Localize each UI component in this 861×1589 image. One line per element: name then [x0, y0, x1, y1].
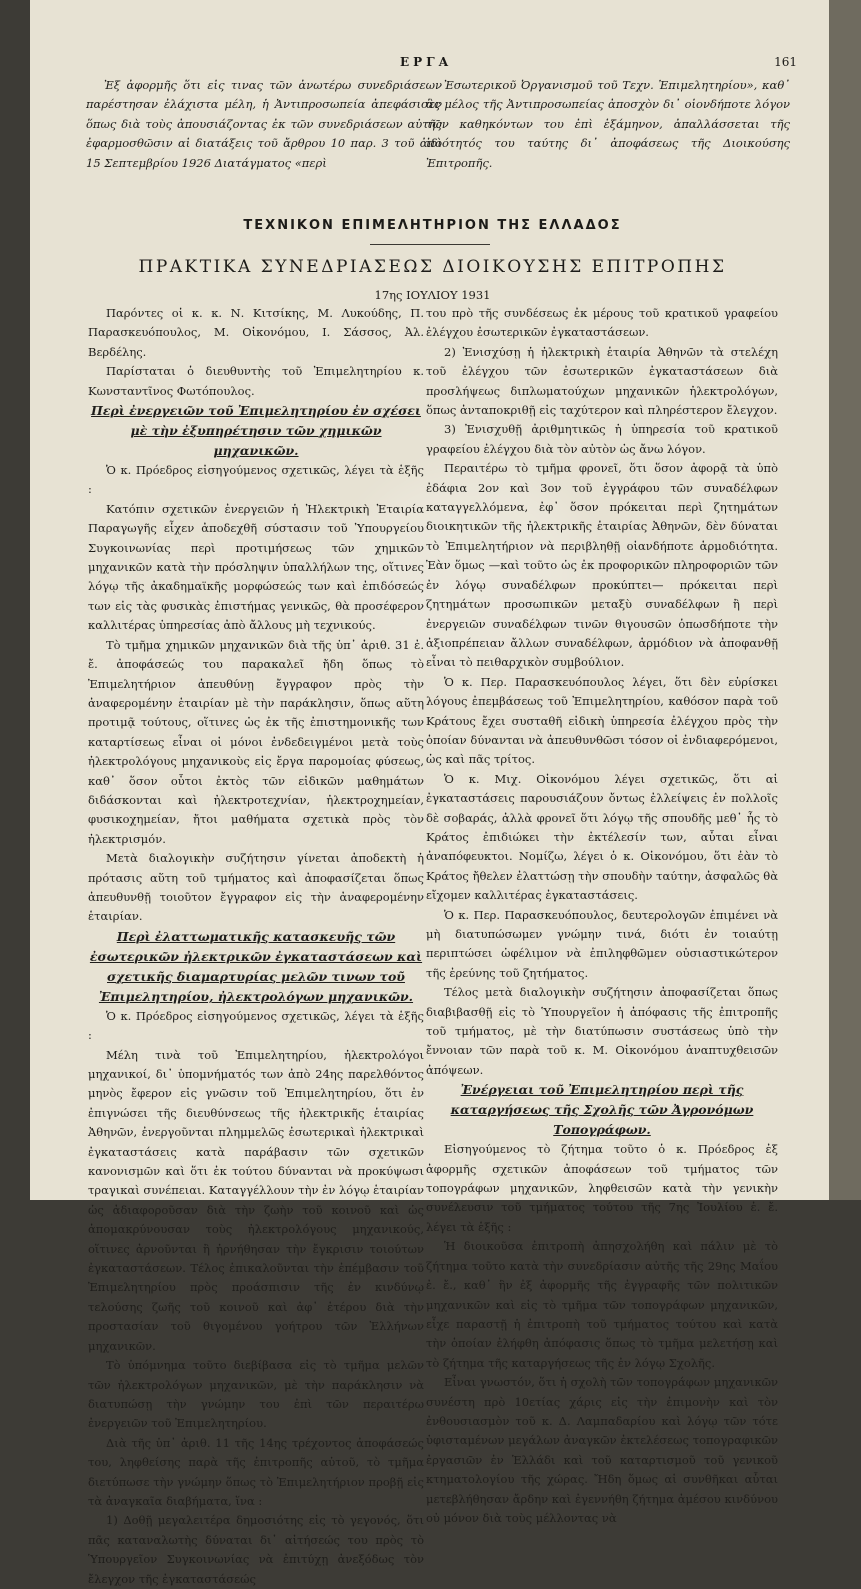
subheading-surveyors-school: Ἐνέργειαι τοῦ Ἐπιμελητηρίου περὶ τῆς καταργήσεως τῆς Σχολῆς τῶν Ἀγρονόμων Τοπογράφων. [450, 1082, 754, 1138]
minutes-title: ΠΡΑΚΤΙΚΑ ΣΥΝΕΔΡΙΑΣΕΩΣ ΔΙΟΙΚΟΥΣΗΣ ΕΠΙΤΡΟΠΗΣ [138, 257, 727, 277]
meeting-date: 17ης ΙΟΥΛΙΟΥ 1931 [374, 288, 491, 302]
journal-page [30, 0, 835, 1586]
page-number: 161 [774, 55, 797, 69]
top-right-paragraph: Ἐσωτερικοῦ Ὀργανισμοῦ τοῦ Τεχν. Ἐπιμελητηρίου», καθ᾽ ἃς μέλος τῆς Ἀντιπροσωπείας ἀποσχὸν δι᾽ οἱονδήποτε λόγον τῶν καθηκόντων του ἐπὶ ἑξάμηνον, ἀπαλλάσσεται τῆς ἰδιότητός του ταύτης δι᾽ ἀποφάσεως τῆς Διοικούσης Ἐπιτροπῆς. [426, 78, 790, 170]
title-rule [370, 244, 490, 245]
top-left-paragraph: Ἐξ ἀφορμῆς ὅτι εἰς τινας τῶν ἀνωτέρω συνεδριάσεων παρέστησαν ἐλάχιστα μέλη, ἡ Ἀντιπροσωπεία ἀπεφάσισεν ὅπως διὰ τοὺς ἀπουσιάζοντας ἐκ τῶν συνεδριάσεων αὐτῆς ἐφαρμοσθῶσιν αἱ διατάξεις τοῦ ἄρθρου 10 παρ. 3 τοῦ ἀπὸ 15 Σεπτεμβρίου 1926 Διατάγματος «περὶ [86, 78, 442, 170]
subheading-electrical-installations: Περὶ ἐλαττωματικῆς κατασκευῆς τῶν ἐσωτερικῶν ἠλεκτρικῶν ἐγκαταστάσεων καὶ σχετικῆς διαμαρτυρίας μελῶν τινων τοῦ Ἐπιμελητηρίου, ἠλεκτρολόγων μηχανικῶν. [89, 928, 423, 1004]
binding-edge [829, 0, 861, 1200]
page-header [30, 49, 835, 75]
subheading-chemical-engineers: Περὶ ἐνεργειῶν τοῦ Ἐπιμελητηρίου ἐν σχέσει μὲ τὴν ἐξυπηρέτησιν τῶν χημικῶν μηχανικῶν. [91, 403, 421, 459]
left-column: Παρόντες οἱ κ. κ. Ν. Κιτσίκης, Μ. Λυκούδης, Π. Παρασκευόπουλος, Μ. Οἰκονόμου, Ι. Σάσσος, Ἀλ. Βερδέλης. Παρίσταται ὁ διευθυντὴς τοῦ Ἐπιμελητηρίου κ. Κωνσταντῖνος Φωτόπουλος. Περὶ ἐνεργειῶν τοῦ Ἐπιμελητηρίου ἐν σχέσει μὲ τὴν ἐξυπηρέτησιν τῶν χημικῶν μηχανικῶν. Ὁ κ. Πρόεδρος εἰσηγούμενος σχετικῶς, λέγει τὰ ἑξῆς : Κατόπιν σχετικῶν ἐνεργειῶν ἡ Ἠλεκτρικὴ Ἑταιρία Παραγωγῆς εἶχεν ἀποδεχθῆ σύστασιν τοῦ Ὑπουργείου Συγκοινωνίας περὶ προτιμήσεως τῶν χημικῶν μηχανικῶν κατὰ τὴν πρόσληψιν ὑπαλλήλων της, οἵτινες λόγῳ τῆς ἀκαδημαϊκῆς μορφώσεώς των καὶ ἐπιδόσεώς των εἰς τὰς φυσικὰς ἐπιστήμας γενικῶς, θὰ προσέφερον καλλιτέρας ὑπηρεσίας ἀπὸ ἄλλους μὴ τεχνικούς. Τὸ τμῆμα χημικῶν μηχανικῶν διὰ τῆς ὑπ᾽ ἀριθ. 31 ἐ. ἔ. ἀποφάσεώς του παρακαλεῖ ἤδη ὅπως τὸ Ἐπιμελητήριον ἀπευθύνῃ ἔγγραφον πρὸς τὴν ἀναφερομένην ἑταιρίαν μὲ τὴν παράκλησιν, ὅπως αὕτη προτιμᾷ τούτους, οἵτινες ὡς ἐκ τῆς ἐπιστημονικῆς των καταρτίσεως εἶναι οἱ μόνοι ἐνδεδειγμένοι μετὰ τοὺς ἠλεκτρολόγους μηχανικοὺς εἰς ἔργα παρομοίας φύσεως, καθ᾽ ὅσον οὗτοι ἐκτὸς τῶν εἰδικῶν μαθημάτων διδάσκονται καὶ ἠλεκτροτεχνίαν, ἠλεκτροχημείαν, φυσικοχημείαν, ἤτοι μαθήματα σχετικὰ πρὸς τὸν ἠλεκτρισμόν. Μετὰ διαλογικὴν συζήτησιν γίνεται ἀποδεκτὴ ἡ πρότασις αὕτη τοῦ τμήματος καὶ ἀποφασίζεται ὅπως ἀπευθυνθῇ τοιοῦτον ἔγγραφον εἰς τὴν ἀναφερομένην ἑταιρίαν. Περὶ ἐλαττωματικῆς κατασκευῆς τῶν ἐσωτερικῶν ἠλεκτρικῶν ἐγκαταστάσεων καὶ σχετικῆς διαμαρτυρίας μελῶν τινων τοῦ Ἐπιμελητηρίου, ἠλεκτρολόγων μηχανικῶν. Ὁ κ. Πρόεδρος εἰσηγούμενος σχετικῶς, λέγει τὰ ἑξῆς : Μέλη τινὰ τοῦ Ἐπιμελητηρίου, ἠλεκτρολόγοι μηχανικοί, δι᾽ ὑπομνήματός των ἀπὸ 24ης παρελθόντος μηνὸς ἔφερον εἰς γνῶσιν τοῦ Ἐπιμελητηρίου, ὅτι ἐν ἐπιγνώσει τῆς διευθύνσεως τῆς ἠλεκτρικῆς ἑταιρίας Ἀθηνῶν, ἐνεργοῦνται πλημμελῶς ἐσωτερικαὶ ἠλεκτρικαὶ ἐγκαταστάσεις κατὰ παράβασιν τῶν σχετικῶν κανονισμῶν καὶ ὅτι ἐκ τούτου δύνανται νὰ προκύψωσι τραγικαὶ συνέπειαι. Καταγγέλλουν τὴν ἐν λόγῳ ἑταιρίαν ὡς ἀδιαφοροῦσαν διὰ τὴν ζωὴν τοῦ κοινοῦ καὶ ὡς ἀπομακρύνουσαν τοὺς ἠλεκτρολόγους μηχανικούς, οἵτινες ἀρνοῦνται ἢ ἠρνήθησαν τὴν ἔγκρισιν τοιούτων ἐγκαταστάσεων. Τέλος ἐπικαλοῦνται τὴν ἐπέμβασιν τοῦ Ἐπιμελητηρίου πρὸς προάσπισιν τῆς ἐν κινδύνῳ τελούσης ζωῆς τοῦ κοινοῦ καὶ ἀφ᾽ ἑτέρου διὰ τὴν προστασίαν τοῦ θιγομένου γοήτρου τῶν Ἑλλήνων μηχανικῶν. Τὸ ὑπόμνημα τοῦτο διεβίβασα εἰς τὸ τμῆμα μελῶν τῶν ἠλεκτρολόγων μηχανικῶν, μὲ τὴν παράκλησιν νὰ διατυπώσῃ τὴν γνώμην του ἐπὶ τῶν περαιτέρω ἐνεργειῶν τοῦ Ἐπιμελητηρίου. Διὰ τῆς ὑπ᾽ ἀριθ. 11 τῆς 14ης τρέχοντος ἀποφάσεώς του, ληφθείσης παρὰ τῆς ἐπιτροπῆς αὐτοῦ, τὸ τμῆμα διετύπωσε τὴν γνώμην ὅπως τὸ Ἐπιμελητήριον προβῇ εἰς τὰ ἀναγκαῖα διαβήματα, ἵνα : 1) Δοθῇ μεγαλειτέρα δημοσιότης εἰς τὸ γεγονός, ὅτι πᾶς καταναλωτὴς δύναται δι᾽ αἰτήσεώς του πρὸς τὸ Ὑπουργεῖον Συγκοινωνίας νὰ ἐπιτύχῃ ἀνεξόδως τὸν ἔλεγχον τῆς ἐγκαταστάσεώς [88, 306, 424, 1586]
attendees-paragraph: Παρόντες οἱ κ. κ. Ν. Κιτσίκης, Μ. Λυκούδης, Π. Παρασκευόπουλος, Μ. Οἰκονόμου, Ι. Σάσσος, Ἀλ. Βερδέλης. [88, 306, 424, 359]
director-paragraph: Παρίσταται ὁ διευθυντὴς τοῦ Ἐπιμελητηρίου κ. Κωνσταντῖνος Φωτόπουλος. [88, 364, 424, 398]
right-column: του πρὸ τῆς συνδέσεως ἐκ μέρους τοῦ κρατικοῦ γραφείου ἐλέγχου ἐσωτερικῶν ἐγκαταστάσεων. 2) Ἐνισχύσῃ ἡ ἠλεκτρικὴ ἑταιρία Ἀθηνῶν τὰ στελέχη τοῦ ἐλέγχου τῶν ἐσωτερικῶν ἐγκαταστάσεων διὰ προσλήψεως διπλωματούχων μηχανικῶν ἠλεκτρολόγων, ὅπως ἀνταποκριθῇ εἰς ταχύτερον καὶ πληρέστερον ἔλεγχον. 3) Ἐνισχυθῇ ἀριθμητικῶς ἡ ὑπηρεσία τοῦ κρατικοῦ γραφείου ἐλέγχου διὰ τὸν αὐτὸν ὡς ἄνω λόγον. Περαιτέρω τὸ τμῆμα φρονεῖ, ὅτι ὅσον ἀφορᾷ τὰ ὑπὸ ἐδάφια 2ον καὶ 3ον τοῦ ἐγγράφου τῶν συναδέλφων καταγγελλόμενα, ἐφ᾽ ὅσον πρόκειται περὶ ζητημάτων διοικητικῶν τῆς ἠλεκτρικῆς ἑταιρίας Ἀθηνῶν, δὲν δύναται τὸ Ἐπιμελητήριον νὰ περιβληθῇ οἱανδήποτε ἁρμοδιότητα. Ἐὰν ὅμως —καὶ τοῦτο ὡς ἐκ προφορικῶν πληροφοριῶν τῶν ἐν λόγῳ συναδέλφων προκύπτει— πρόκειται περὶ ζητημάτων προσωπικῶν μεταξὺ συναδέλφων ἢ περὶ ἐνεργειῶν συναδέλφων τινῶν θιγουσῶν ὁπωσδήποτε τὴν ἀξιοπρέπειαν ἄλλων συναδέλφων, ἁρμόδιον νὰ ἀποφανθῇ εἶναι τὸ πειθαρχικὸν συμβούλιον. Ὁ κ. Περ. Παρασκευόπουλος λέγει, ὅτι δὲν εὑρίσκει λόγους ἐπεμβάσεως τοῦ Ἐπιμελητηρίου, καθόσον παρὰ τοῦ Κράτους ἔχει συσταθῆ εἰδικὴ ὑπηρεσία ἐλέγχου πρὸς τὴν ὁποίαν δύνανται νὰ ἀπευθυνθῶσι τόσον οἱ ἐνδιαφερόμενοι, ὡς καὶ πᾶς τρίτος. Ὁ κ. Μιχ. Οἰκονόμου λέγει σχετικῶς, ὅτι αἱ ἐγκαταστάσεις παρουσιάζουν ὄντως ἐλλείψεις ἐν πολλοῖς δὲ σοβαράς, ἀλλὰ φρονεῖ ὅτι λόγῳ τῆς σπουδῆς μεθ᾽ ἧς τὸ Κράτος ἐπιδιώκει τὴν ἐκτέλεσίν των, αὗται εἶναι ἀναπόφευκτοι. Νομίζω, λέγει ὁ κ. Οἰκονόμου, ὅτι ἐὰν τὸ Κράτος ἤθελεν ἐλαττώσῃ τὴν σπουδὴν ταύτην, ἀσφαλῶς θὰ εἴχομεν καλλιτέρας ἐγκαταστάσεις. Ὁ κ. Περ. Παρασκευόπουλος, δευτερολογῶν ἐπιμένει νὰ μὴ διατυπώσωμεν γνώμην τινά, διότι ἐν τοιαύτῃ περιπτώσει ὠφέλιμον νὰ ἐπιληφθῶμεν οὐσιαστικώτερον τῆς ἐρεύνης τοῦ ζητήματος. Τέλος μετὰ διαλογικὴν συζήτησιν ἀποφασίζεται ὅπως διαβιβασθῇ εἰς τὸ Ὑπουργεῖον ἡ ἀπόφασις τῆς ἐπιτροπῆς τοῦ τμήματος, μὲ τὴν διατύπωσιν συστάσεως ὑπὸ τὴν ἔννοιαν τῶν παρὰ τοῦ κ. Μ. Οἰκονόμου ἀναπτυχθεισῶν ἀπόψεων. Ἐνέργειαι τοῦ Ἐπιμελητηρίου περὶ τῆς καταργήσεως τῆς Σχολῆς τῶν Ἀγρονόμων Τοπογράφων. Εἰσηγούμενος τὸ ζήτημα τοῦτο ὁ κ. Πρόεδρος ἐξ ἀφορμῆς σχετικῶν ἀποφάσεων τοῦ τμήματος τῶν τοπογράφων μηχανικῶν, ληφθεισῶν κατὰ τὴν γενικὴν συνέλευσιν τοῦ τμήματος τούτου τῆς 7ης Ἰουλίου ἐ. ἔ. λέγει τὰ ἑξῆς : Ἡ διοικοῦσα ἐπιτροπὴ ἀπησχολήθη καὶ πάλιν μὲ τὸ ζήτημα τοῦτο κατὰ τὴν συνεδρίασιν αὐτῆς τῆς 29ης Μαΐου ἐ. ἔ., καθ᾽ ἣν ἐξ ἀφορμῆς τῆς ἐγγραφῆς τῶν πολιτικῶν μηχανικῶν καὶ εἰς τὸ τμῆμα τῶν τοπογράφων μηχανικῶν, εἶχε παραστῇ ἡ ἐπιτροπὴ τοῦ τμήματος τούτου καὶ κατὰ τὴν ὁποίαν ἐλήφθη ἀπόφασις ὅπως τὸ τμῆμα μελετήσῃ καὶ τὸ ζήτημα τῆς καταργήσεως τῆς ἐν λόγῳ Σχολῆς. Εἶναι γνωστόν, ὅτι ἡ σχολὴ τῶν τοπογράφων μηχανικῶν συνέστη πρὸ 10ετίας χάρις εἰς τὴν ἐπιμονὴν καὶ τὸν ἐνθουσιασμὸν τοῦ κ. Δ. Λαμπαδαρίου καὶ λόγῳ τῶν τότε ὑφισταμένων μεγάλων ἀναγκῶν ἐκτελέσεως τοπογραφικῶν ἐργασιῶν ἐν Ἑλλάδι καὶ τοῦ καταρτισμοῦ τοῦ γενικοῦ κτηματολογίου τῆς χώρας. Ἤδη ὅμως αἱ συνθῆκαι αὗται μετεβλήθησαν ἄρδην καὶ ἐγεννήθη ζήτημα ἀμέσου κινδύνου οὐ μόνον διὰ τοὺς μέλλοντας νὰ [426, 306, 778, 1525]
section-title: ΤΕΧΝΙΚΟΝ ΕΠΙΜΕΛΗΤΗΡΙΟΝ ΤΗΣ ΕΛΛΑΔΟΣ [243, 218, 622, 233]
running-head: ΕΡΓΑ [400, 55, 452, 69]
